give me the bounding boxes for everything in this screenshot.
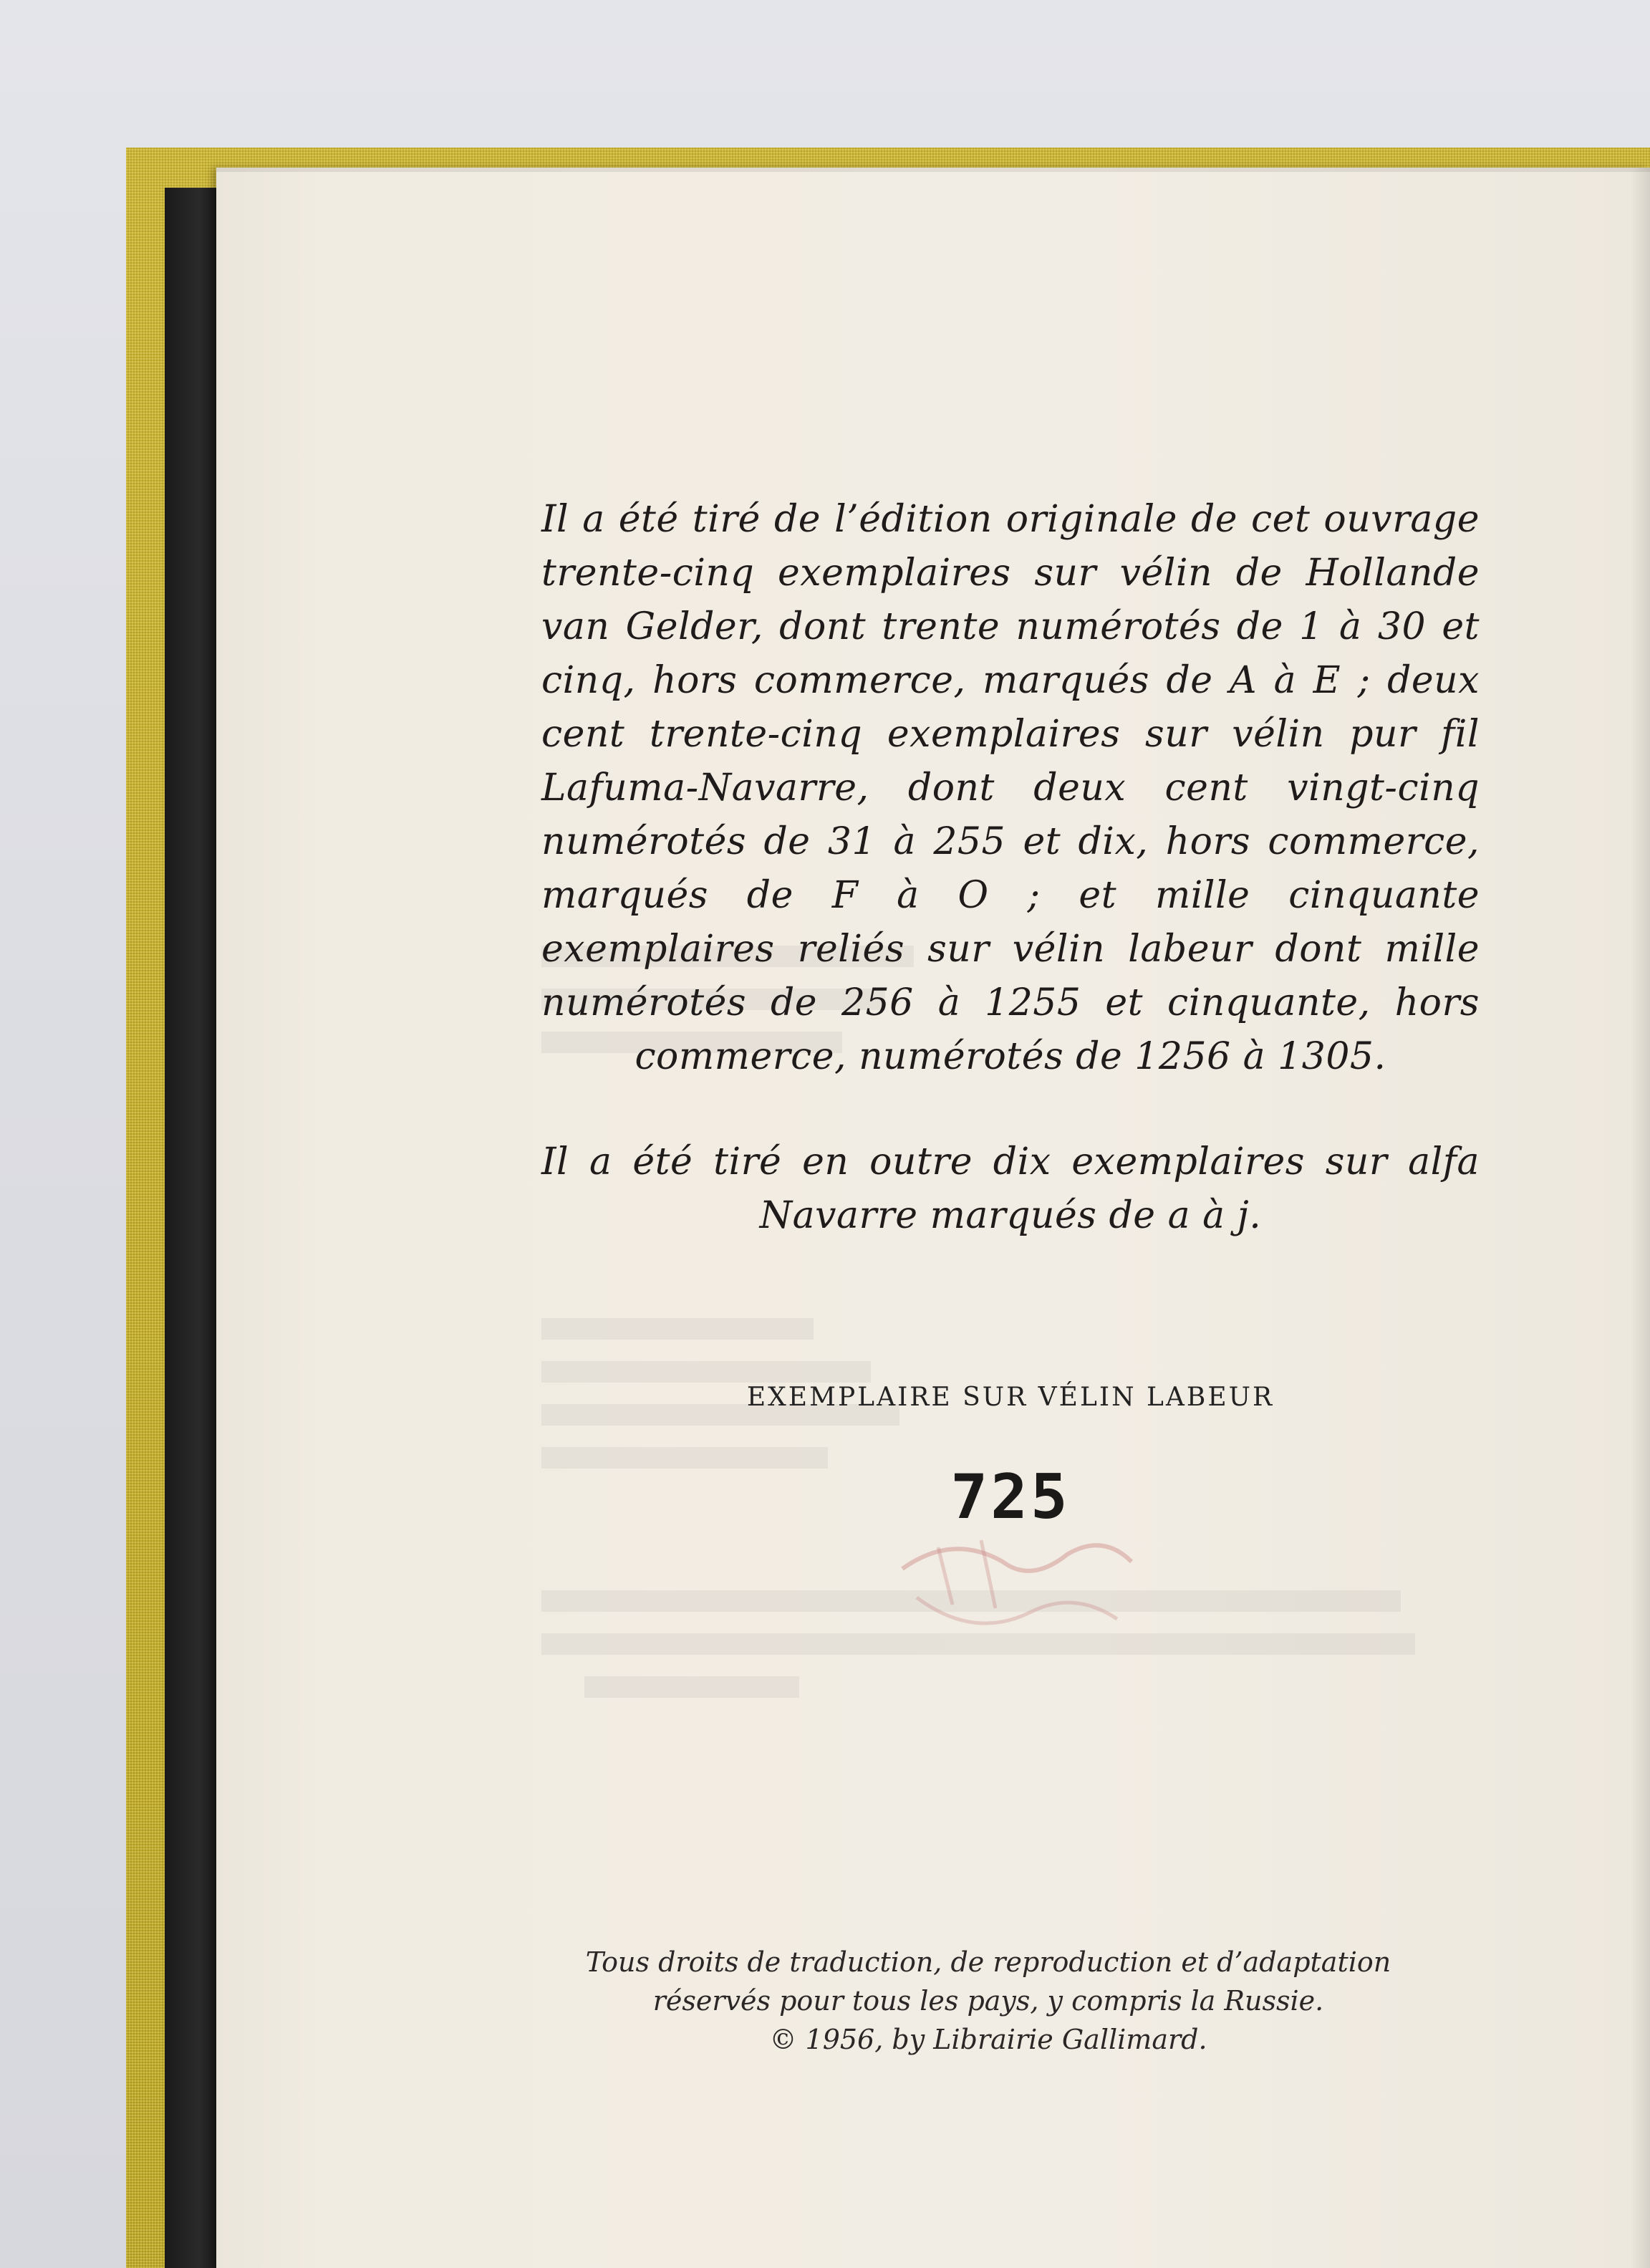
- copy-label: EXEMPLAIRE SUR VÉLIN LABEUR: [746, 1383, 1275, 1412]
- rights-line-1: Tous droits de traduction, de reproduction et d’adaptation: [585, 1946, 1391, 1978]
- rights-notice: [516, 1943, 1461, 2059]
- colophon-paragraph-2: Il a été tiré en outre dix exemplaires sur alfa Navarre marqués de a à j.: [541, 1140, 1480, 1237]
- copy-number: 725: [950, 1461, 1071, 1533]
- rights-line-2: réservés pour tous les pays, y compris la Russie.: [652, 1985, 1324, 2017]
- black-endpaper: [165, 188, 222, 2268]
- faded-red-stamp-mark: [888, 1519, 1146, 1648]
- colophon-paragraph-1: Il a été tiré de l’édition originale de cet ouvrage trente-cinq exemplaires sur vélin de Hollande van Gelder, dont trente numérotés de 1 à 30 et cinq, hors commerce, marqués de A à E ; deux cent trente-cinq exemplaires sur vélin pur fil Lafuma-Navarre, dont deux cent vingt-cinq numérotés de 31 à 255 et dix, hors commerce, marqués de F à O ; et mille cinquante exemplaires reliés sur vélin labeur dont mille numérotés de 256 à 1255 et cinquante, hors commerce, numérotés de 1256 à 1305.: [541, 498, 1480, 1078]
- page-top-edge: [216, 168, 1650, 172]
- colophon-text: [541, 493, 1480, 1243]
- rights-line-3: © 1956, by Librairie Gallimard.: [769, 2024, 1207, 2055]
- page-right-shadow: [1630, 168, 1650, 2268]
